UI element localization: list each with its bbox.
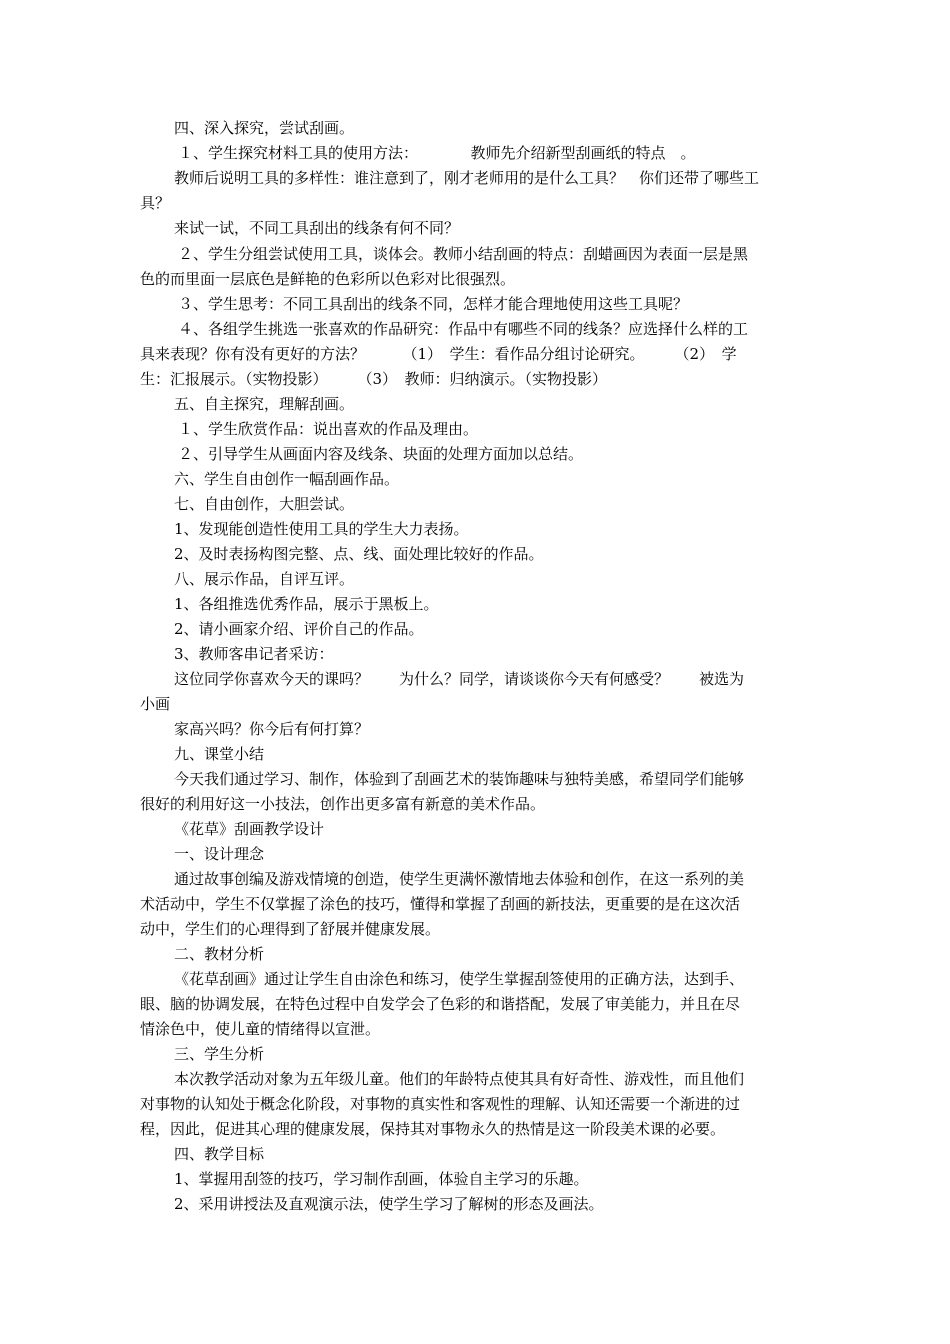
- text-line: 1、发现能创造性使用工具的学生大力表扬。: [174, 520, 469, 538]
- text-line: 三、学生分析: [174, 1045, 265, 1063]
- text-line: 四、教学目标: [174, 1145, 265, 1163]
- text-line: 1、各组推选优秀作品，展示于黑板上。: [174, 595, 439, 613]
- text-line: 四、深入探究，尝试刮画。: [174, 119, 355, 137]
- text-line: 3、教师客串记者采访：: [174, 645, 334, 663]
- text-line: 七、自由创作，大胆尝试。: [174, 495, 355, 513]
- text-line: ２、引导学生从画面内容及线条、块面的处理方面加以总结。: [178, 445, 584, 463]
- text-line: 《花草刮画》通过让学生自由涂色和练习，使学生掌握刮签使用的正确方法，达到手、: [174, 970, 745, 988]
- text-line: 来试一试，不同工具刮出的线条有何不同？: [174, 219, 460, 237]
- text-line: １、学生探究材料工具的使用方法： 教师先介绍新型刮画纸的特点 。: [178, 144, 696, 162]
- text-line: 很好的利用好这一小技法，创作出更多富有新意的美术作品。: [140, 795, 546, 813]
- text-line: 通过故事创编及游戏情境的创造，使学生更满怀激情地去体验和创作，在这一系列的美: [174, 870, 745, 888]
- text-line: 九、课堂小结: [174, 745, 265, 763]
- text-line: 情涂色中，使儿童的情绪得以宣泄。: [140, 1020, 381, 1038]
- text-line: ２、学生分组尝试使用工具，谈体会。教师小结刮画的特点：刮蜡画因为表面一层是黑: [178, 245, 749, 263]
- text-line: ４、各组学生挑选一张喜欢的作品研究：作品中有哪些不同的线条？应选择什么样的工: [178, 320, 749, 338]
- text-line: 生：汇报展示。（实物投影） （3） 教师：归纳演示。（实物投影）: [140, 370, 608, 388]
- text-line: １、学生欣赏作品：说出喜欢的作品及理由。: [178, 420, 479, 438]
- text-line: 眼、脑的协调发展，在特色过程中自发学会了色彩的和谐搭配，发展了审美能力，并且在尽: [140, 995, 741, 1013]
- text-line: 八、展示作品，自评互评。: [174, 570, 355, 588]
- text-line: 小画: [140, 695, 171, 713]
- text-line: 这位同学你喜欢今天的课吗？ 为什么？同学，请谈谈你今天有何感受？ 被选为: [174, 670, 745, 688]
- text-line: ３、学生思考：不同工具刮出的线条不同，怎样才能合理地使用这些工具呢？: [178, 295, 689, 313]
- text-line: 程，因此，促进其心理的健康发展，保持其对事物永久的热情是这一阶段美术课的必要。: [140, 1120, 726, 1138]
- text-line: 2、请小画家介绍、评价自己的作品。: [174, 620, 424, 638]
- text-line: 本次教学活动对象为五年级儿童。他们的年龄特点使其具有好奇性、游戏性，而且他们: [174, 1070, 745, 1088]
- text-line: 二、教材分析: [174, 945, 265, 963]
- text-line: 家高兴吗？你今后有何打算？: [174, 720, 370, 738]
- text-line: 2、采用讲授法及直观演示法，使学生学习了解树的形态及画法。: [174, 1195, 604, 1213]
- text-line: 术活动中，学生不仅掌握了涂色的技巧，懂得和掌握了刮画的新技法，更重要的是在这次活: [140, 895, 741, 913]
- text-line: 动中，学生们的心理得到了舒展并健康发展。: [140, 920, 441, 938]
- text-line: 具？: [140, 194, 171, 212]
- text-line: 色的而里面一层底色是鲜艳的色彩所以色彩对比很强烈。: [140, 270, 516, 288]
- text-line: 2、及时表扬构图完整、点、线、面处理比较好的作品。: [174, 545, 544, 563]
- section-title: 《花草》刮画教学设计: [174, 820, 325, 838]
- text-line: 1、掌握用刮签的技巧，学习制作刮画，体验自主学习的乐趣。: [174, 1170, 589, 1188]
- text-line: 一、设计理念: [174, 845, 265, 863]
- text-line: 五、自主探究，理解刮画。: [174, 395, 355, 413]
- text-line: 对事物的认知处于概念化阶段，对事物的真实性和客观性的理解、认知还需要一个渐进的过: [140, 1095, 741, 1113]
- text-line: 六、学生自由创作一幅刮画作品。: [174, 470, 400, 488]
- text-line: 今天我们通过学习、制作，体验到了刮画艺术的装饰趣味与独特美感，希望同学们能够: [174, 770, 745, 788]
- text-line: 具来表现？你有没有更好的方法？ （1） 学生：看作品分组讨论研究。 （2） 学: [140, 345, 737, 363]
- text-line: 教师后说明工具的多样性：谁注意到了，刚才老师用的是什么工具？ 你们还带了哪些工: [174, 169, 760, 187]
